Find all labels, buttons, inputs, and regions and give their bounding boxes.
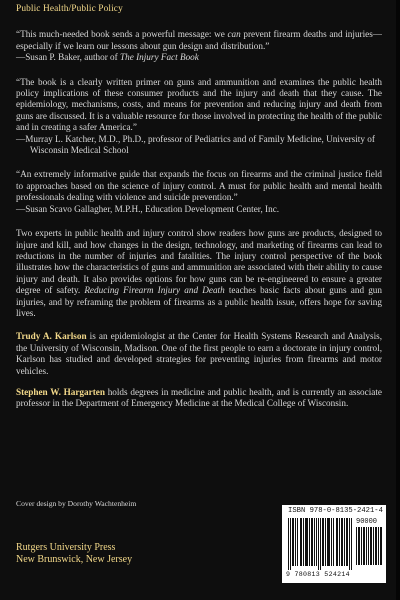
publisher-location: New Brunswick, New Jersey (16, 554, 133, 565)
blurb-quote-3-attribution: —Susan Scavo Gallagher, M.P.H., Education Development Center, Inc. (16, 203, 280, 214)
book-title: Reducing Firearm Injury and Death (84, 285, 225, 296)
author-name: Trudy A. Karlson (16, 331, 87, 342)
blurb-quote-1 (16, 29, 382, 63)
author-bio-karlson: Trudy A. Karlson is an epidemiologist at the Center for Health Systems Research and Analysis, the University of Wisconsin, Madison. One of the first people to earn a doctorate in injury control, Karlson has studied and developed strategies for preventing injuries from firearms and motor vehicles. (16, 331, 382, 376)
ean-barcode (288, 518, 352, 570)
book-description: Two experts in public health and injury control show readers how guns are products, designed to injure and kill, and how changes in the design, technology, and marketing of firearms can lead to reductions in the number of injuries and fatalities. The injury control perspective of the book illustrates how the characteristics of guns and ammunition are associated with their ability to cause injury and death. It also provides options for how guns can be re-engineered to ensure a greater degree of safety. Reducing Firearm Injury and Death teaches basic facts about guns and gun injuries, and by reframing the problem of firearms as a public health issue, offers hope for saving lives. (16, 228, 382, 318)
isbn-text: ISBN 978-0-8135-2421-4 (288, 507, 383, 515)
blurb-quote-1-attribution: —Susan P. Baker, author of The Injury Fact Book (16, 52, 199, 63)
blurb-quote-2-attribution: —Murray L. Katcher, M.D., Ph.D., professor of Pediatrics and of Family Medicine, University of Wisconsin Medical School (16, 133, 375, 156)
cover-text-column (16, 4, 382, 420)
blurb-quote-2 (16, 77, 382, 157)
blurb-quote-2-text: “The book is a clearly written primer on guns and ammunition and examines the public health policy implications of these consumer products and the injury and death that they cause. The epidemiology, mechanisms, costs, and means for prevention and reducing injury and death from guns are discussed. It is a valuable resource for those involved in protecting the health of the public and in creating a safer America.” (16, 76, 382, 133)
blurb-quote-3-text: “An extremely informative guide that expands the focus on firearms and the criminal justice field to approaches based on the science of injury control. A must for public health and mental health professionals dealing with violence and suicide prevention.” (16, 169, 382, 203)
category-label: Public Health/Public Policy (16, 4, 123, 14)
publisher-block (16, 542, 132, 566)
blurb-quote-1-text: “This much-needed book sends a powerful message: we can prevent firearm deaths and injuries—especially if we learn our lessons about gun design and distribution.” (16, 29, 382, 51)
author-bio-hargarten: Stephen W. Hargarten holds degrees in medicine and public health, and is currently an associate professor in the Department of Emergency Medicine at the Medical College of Wisconsin. (16, 386, 382, 409)
price-code: 90000 (356, 518, 378, 526)
barcode-label (282, 505, 386, 583)
author-name: Stephen W. Hargarten (16, 386, 105, 397)
publisher-name: Rutgers University Press (16, 542, 116, 553)
barcode-number: 9 780813 524214 (286, 571, 350, 578)
price-addon-barcode (356, 527, 382, 565)
cover-design-credit: Cover design by Dorothy Wachtenheim (16, 499, 137, 508)
blurb-quote-3 (16, 169, 382, 215)
